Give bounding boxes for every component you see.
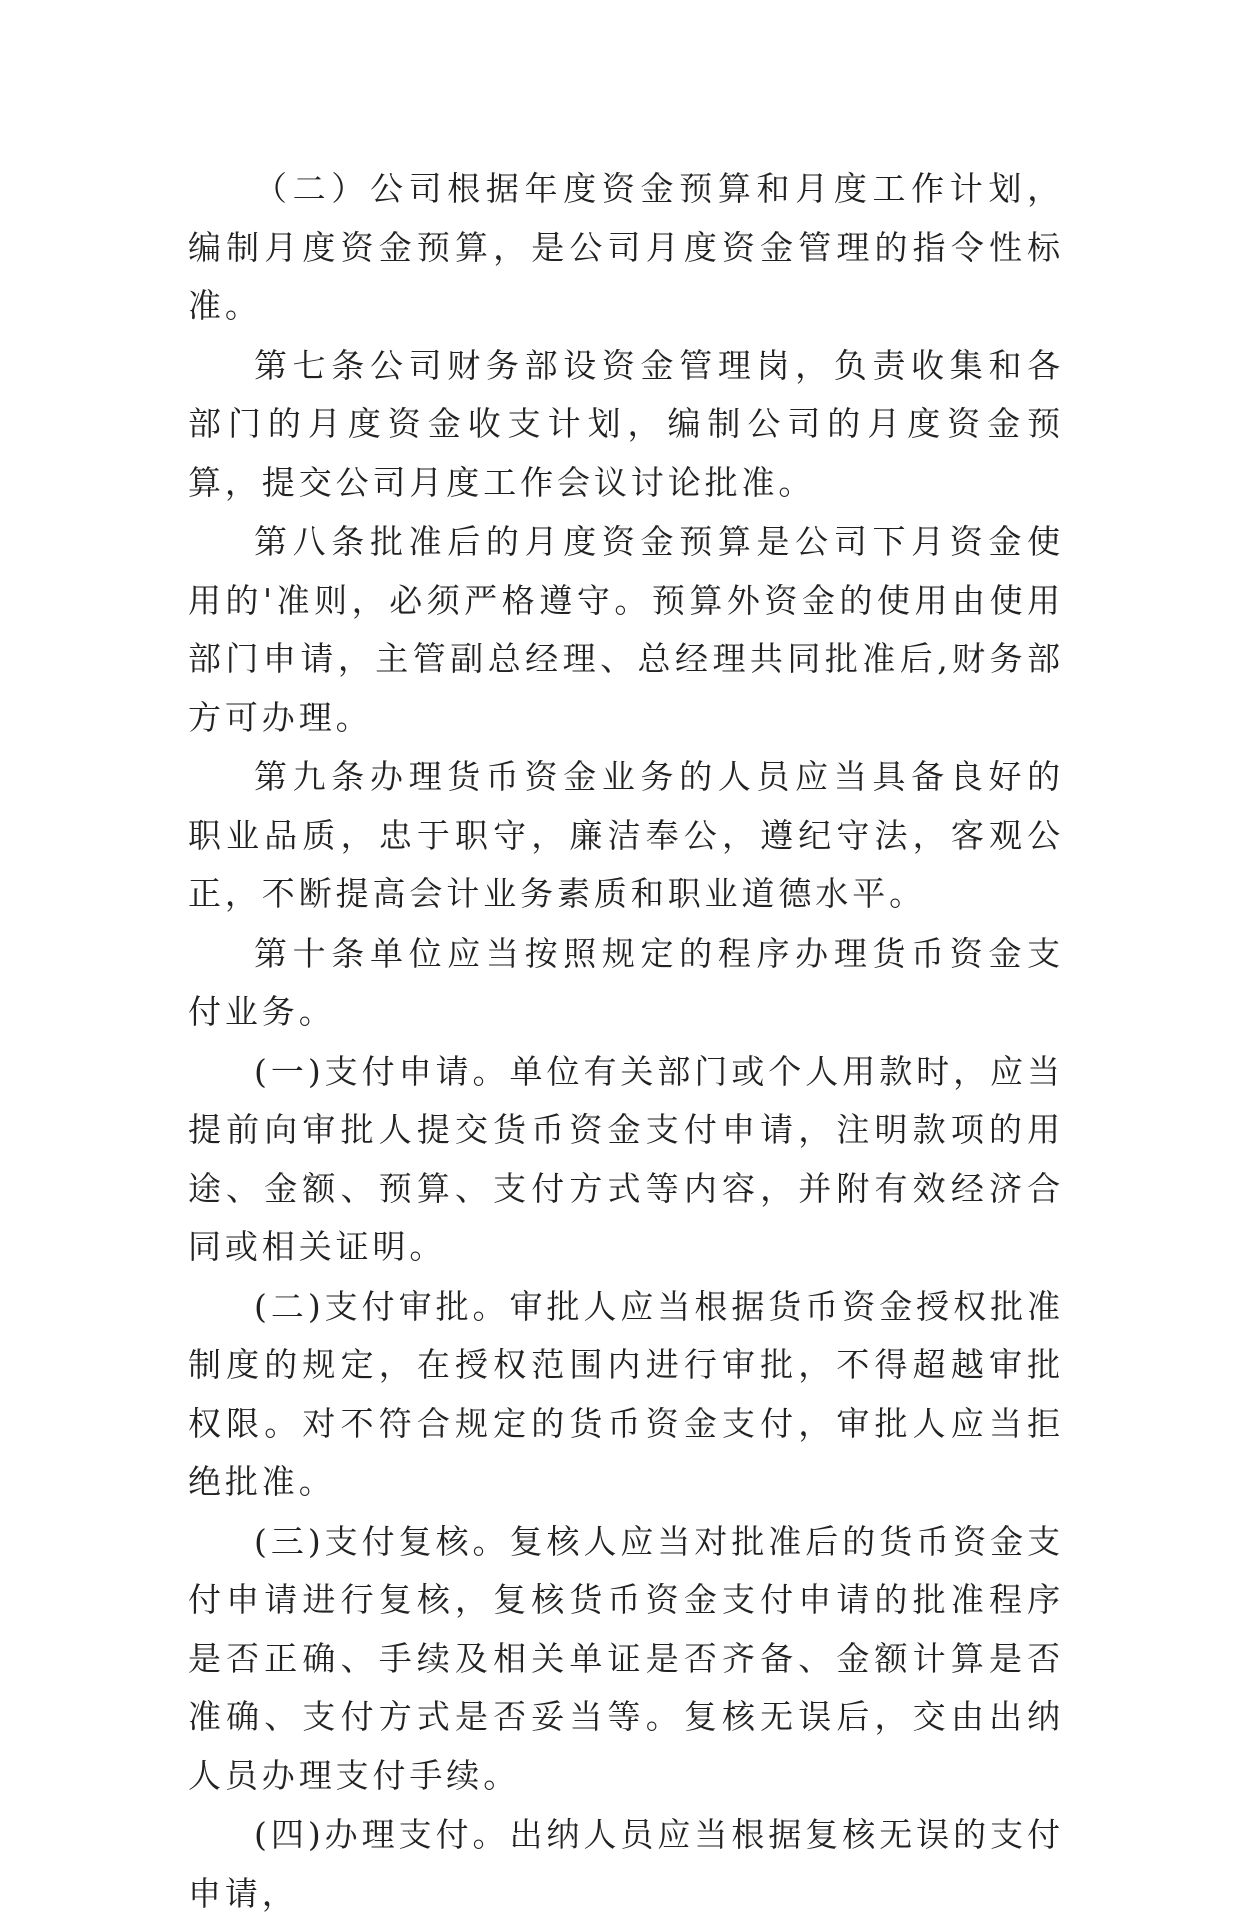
paragraph-article-9: 第九条办理货币资金业务的人员应当具备良好的职业品质，忠于职守，廉洁奉公，遵纪守法，客观公正，不断提高会计业务素质和职业道德水平。 — [188, 757, 1064, 913]
paragraph-payment-review: (三)支付复核。复核人应当对批准后的货币资金支付申请进行复核，复核货币资金支付申请的批准程序是否正确、手续及相关单证是否齐备、金额计算是否准确、支付方式是否妥当等。复核无误后，交由出纳人员办理支付手续。 — [188, 1521, 1064, 1795]
paragraph-article-8: 第八条批准后的月度资金预算是公司下月资金使用的'准则，必须严格遵守。预算外资金的使用由使用部门申请，主管副总经理、总经理共同批准后,财务部方可办理。 — [188, 522, 1064, 737]
paragraph-article-7: 第七条公司财务部设资金管理岗，负责收集和各部门的月度资金收支计划，编制公司的月度资金预算，提交公司月度工作会议讨论批准。 — [188, 345, 1064, 502]
paragraph-payment-application: (一)支付申请。单位有关部门或个人用款时，应当提前向审批人提交货币资金支付申请，注明款项的用途、金额、预算、支付方式等内容，并附有效经济合同或相关证明。 — [188, 1051, 1064, 1266]
paragraph-payment-processing: (四)办理支付。出纳人员应当根据复核无误的支付申请， — [188, 1815, 1064, 1913]
paragraph-article-10: 第十条单位应当按照规定的程序办理货币资金支付业务。 — [188, 933, 1064, 1031]
document-body — [188, 160, 1064, 1924]
paragraph-payment-approval: (二)支付审批。审批人应当根据货币资金授权批准制度的规定，在授权范围内进行审批，不得超越审批权限。对不符合规定的货币资金支付，审批人应当拒绝批准。 — [188, 1286, 1064, 1501]
paragraph-monthly-budget: （二）公司根据年度资金预算和月度工作计划，编制月度资金预算，是公司月度资金管理的指令性标准。 — [188, 169, 1064, 325]
